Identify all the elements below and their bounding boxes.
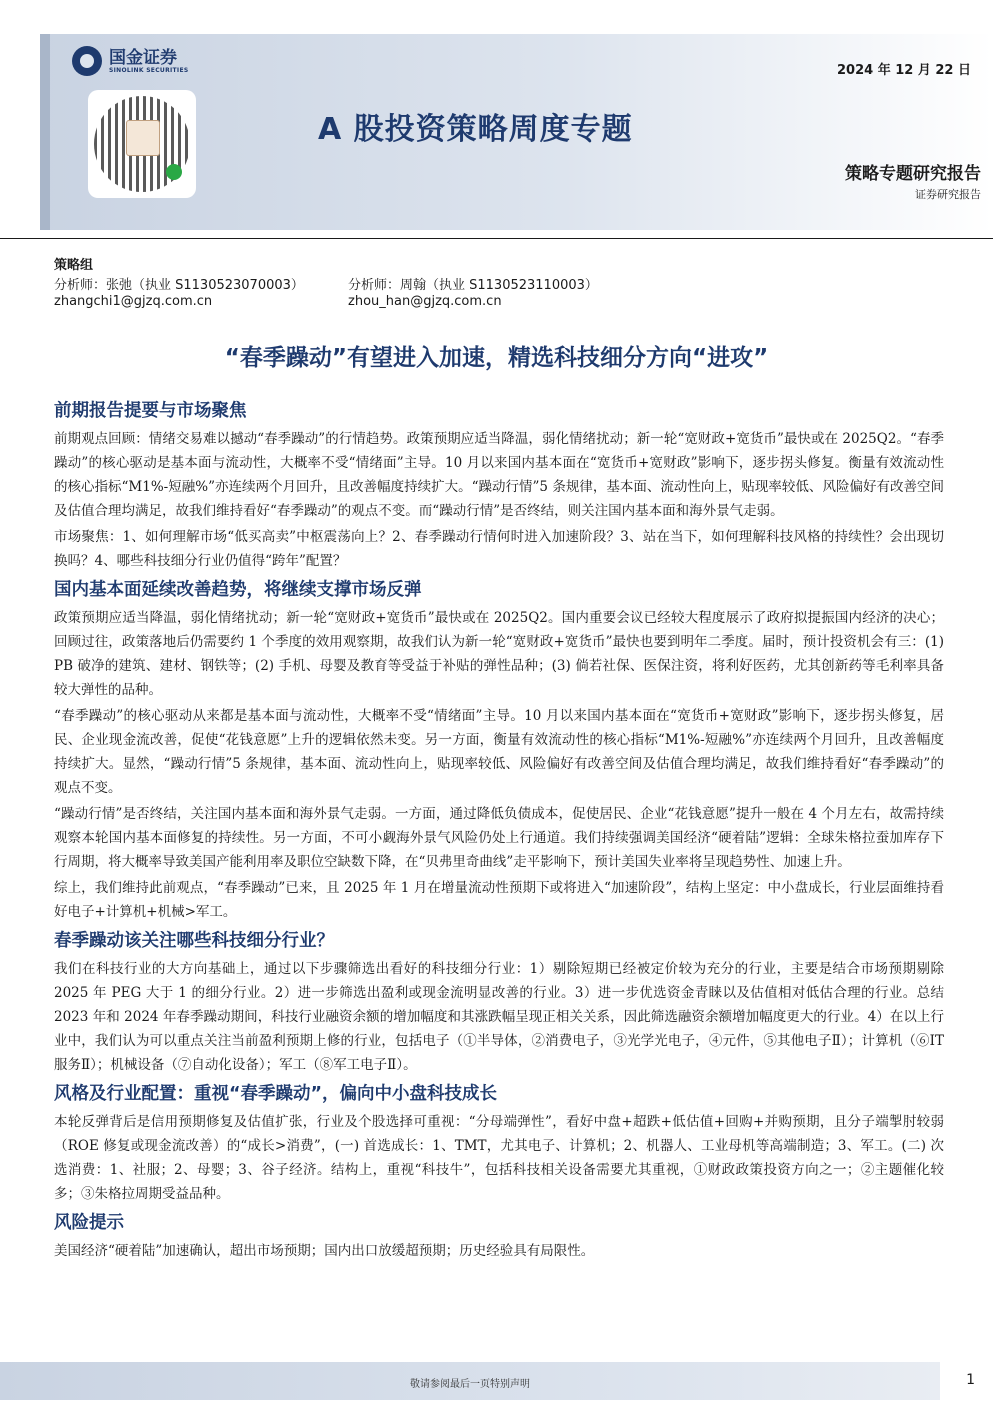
section-paragraph: 市场聚焦：1、如何理解市场“低买高卖”中枢震荡向上？2、春季躁动行情何时进入加速阶段？3、站在当下，如何理解科技风格的持续性？会出现切换吗？4、哪些科技细分行业仍值得“跨年”配置？	[54, 529, 944, 569]
analyst-2-email[interactable]: zhou_han@gjzq.com.cn	[348, 294, 502, 309]
team-name: 策略组	[54, 258, 94, 273]
report-category: 策略专题研究报告	[845, 164, 981, 184]
section-heading: 前期报告提要与市场聚焦	[54, 401, 247, 421]
header-edge	[40, 34, 50, 230]
header-divider	[0, 238, 993, 239]
logo-chinese-name: 国金证券	[109, 47, 177, 68]
report-body	[54, 394, 944, 1265]
section-paragraph: 我们在科技行业的大方向基础上，通过以下步骤筛选出看好的科技细分行业：1）剔除短期已经被定价较为充分的行业，主要是结合市场预期剔除 2025 年 PEG 大于 1 的细分行业。2）进一步筛选出盈利或现金流明显改善的行业。3）进一步优选资金青睐以及估值相对低估合理的行业。总结 2023 年和 2024 年春季躁动期间，科技行业融资余额的增加幅度和其涨跌幅呈现正相关关系，因此筛选融资余额增加幅度更大的行业。4）在以上行业中，我们认为可以重点关注当前盈利预期上修的行业，包括电子（①半导体，②消费电子，③光学光电子，④元件，⑤其他电子Ⅱ）；计算机（⑥IT 服务Ⅱ）；机械设备（⑦自动化设备）；军工（⑧军工电子Ⅱ）。	[54, 961, 944, 1073]
qr-center-logo-icon	[126, 120, 160, 156]
section-paragraph: 政策预期应适当降温，弱化情绪扰动；新一轮“宽财政+宽货币”最快或在 2025Q2。国内重要会议已经较大程度展示了政府拟提振国内经济的决心；回顾过往，政策落地后仍需要约 1 个季度的效用观察期，故我们认为新一轮“宽财政+宽货币”最快也要到明年二季度。届时，预计投资机会有三：(1) PB 破净的建筑、建材、钢铁等；(2) 手机、母婴及教育等受益于补贴的弹性品种；(3) 倘若社保、医保注资，将利好医药，尤其创新药等毛利率具备较大弹性的品种。	[54, 610, 944, 698]
qr-code-icon	[88, 90, 196, 198]
section-paragraph: 本轮反弹背后是信用预期修复及估值扩张，行业及个股选择可重视：“分母端弹性”，看好中盘+超跌+低估值+回购+并购预期，且分子端掣肘较弱（ROE 修复或现金流改善）的“成长>消费”，(一) 首选成长：1、TMT，尤其电子、计算机；2、机器人、工业母机等高端制造；3、军工。(二) 次选消费：1、社服；2、母婴；3、谷子经济。结构上，重视“科技牛”，包括科技相关设备需要尤其重视，①财政政策投资方向之一；②主题催化较多；③朱格拉周期受益品种。	[54, 1114, 944, 1202]
section-heading: 风格及行业配置：重视“春季躁动”，偏向中小盘科技成长	[54, 1084, 498, 1104]
section-paragraph: “躁动行情”是否终结，关注国内基本面和海外景气走弱。一方面，通过降低负债成本，促使居民、企业“花钱意愿”提升一般在 4 个月左右，故需持续观察本轮国内基本面修复的持续性。另一方面，不可小觑海外景气风险仍处上行通道。我们持续强调美国经济“硬着陆”逻辑：全球朱格拉蚕加库存下行周期，将大概率导致美国产能利用率及职位空缺数下降，在“贝弗里奇曲线”走平影响下，预计美国失业率将呈现趋势性、加速上升。	[54, 806, 944, 870]
page-number: 1	[966, 1372, 975, 1388]
section-heading: 国内基本面延续改善趋势，将继续支撑市场反弹	[54, 580, 422, 600]
analyst-1-name: 分析师：张弛（执业 S1130523070003）	[54, 278, 304, 293]
section-heading: 春季躁动该关注哪些科技细分行业？	[54, 931, 334, 951]
report-date: 2024 年 12 月 22 日	[837, 63, 971, 78]
report-series-title: A 股投资策略周度专题	[318, 112, 633, 147]
footer-notice: 敬请参阅最后一页特别声明	[410, 1379, 530, 1390]
qr-badge-icon	[166, 164, 182, 180]
logo-mark-icon	[72, 46, 102, 76]
logo-english-name: SINOLINK SECURITIES	[109, 66, 189, 74]
analyst-2-name: 分析师：周翰（执业 S1130523110003）	[348, 278, 598, 293]
analyst-1-email[interactable]: zhangchi1@gjzq.com.cn	[54, 294, 213, 309]
section-heading: 风险提示	[54, 1213, 124, 1233]
report-subcategory: 证券研究报告	[915, 188, 981, 201]
document-title: “春季躁动”有望进入加速，精选科技细分方向“进攻”	[224, 345, 769, 371]
section-paragraph: 美国经济“硬着陆”加速确认，超出市场预期；国内出口放缓超预期；历史经验具有局限性。	[54, 1243, 595, 1259]
section-paragraph: 综上，我们维持此前观点，“春季躁动”已来，且 2025 年 1 月在增量流动性预期下或将进入“加速阶段”，结构上坚定：中小盘成长，行业层面维持看好电子+计算机+机械>军工。	[54, 880, 944, 920]
company-logo	[72, 46, 188, 76]
section-paragraph: “春季躁动”的核心驱动从来都是基本面与流动性，大概率不受“情绪面”主导。10 月以来国内基本面在“宽货币+宽财政”影响下，逐步拐头修复，居民、企业现金流改善，促使“花钱意愿”上升的逻辑依然未变。另一方面，衡量有效流动性的核心指标“M1%-短融%”亦连续两个月回升，且改善幅度持续扩大。显然，“躁动行情”5 条规律，基本面、流动性向上，贴现率较低、风险偏好有改善空间及估值合理均满足，故我们维持看好“春季躁动”的观点不变。	[54, 708, 944, 796]
section-paragraph: 前期观点回顾：情绪交易难以撼动“春季躁动”的行情趋势。政策预期应适当降温，弱化情绪扰动；新一轮“宽财政+宽货币”最快或在 2025Q2。“春季躁动”的核心驱动是基本面与流动性，大概率不受“情绪面”主导。10 月以来国内基本面在“宽货币+宽财政”影响下，逐步拐头修复。衡量有效流动性的核心指标“M1%-短融%”亦连续两个月回升，且改善幅度持续扩大。“躁动行情”5 条规律，基本面、流动性向上，贴现率较低、风险偏好有改善空间及估值合理均满足，故我们维持看好“春季躁动”的观点不变。而“躁动行情”是否终结，则关注国内基本面和海外景气走弱。	[54, 431, 944, 519]
